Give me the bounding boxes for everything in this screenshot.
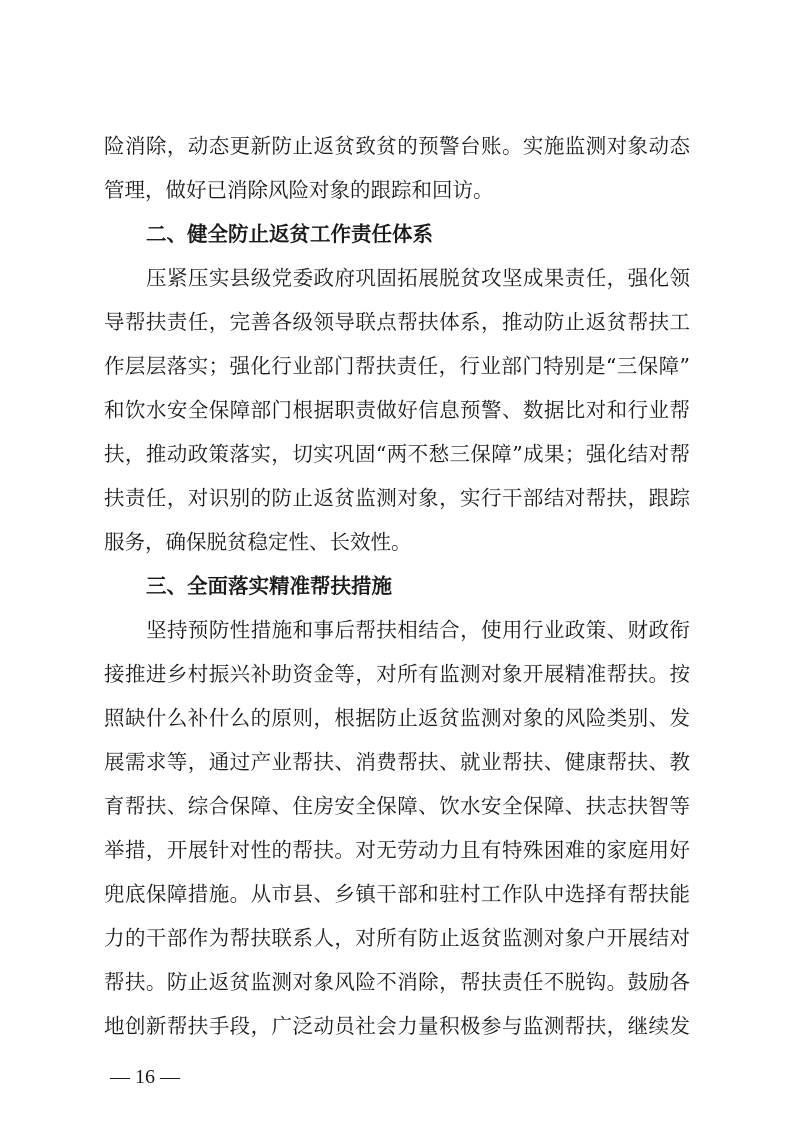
- paragraph-2-line-3: 作层层落实；强化行业部门帮扶责任，行业部门特别是“三保障”: [104, 354, 690, 378]
- paragraph-3-line-3: 照缺什么补什么的原则，根据防止返贫监测对象的风险类别、发: [104, 706, 690, 730]
- paragraph-3-line-5: 育帮扶、综合保障、住房安全保障、饮水安全保障、扶志扶智等: [104, 794, 690, 818]
- paragraph-1-line-1: 险消除，动态更新防止返贫致贫的预警台账。实施监测对象动态: [104, 134, 690, 158]
- paragraph-2-line-1: 压紧压实县级党委政府巩固拓展脱贫攻坚成果责任，强化领: [146, 266, 690, 290]
- paragraph-2-line-6: 扶责任，对识别的防止返贫监测对象，实行干部结对帮扶，跟踪: [104, 486, 690, 510]
- paragraph-2-line-7: 服务，确保脱贫稳定性、长效性。: [104, 530, 412, 554]
- section-heading-2: 二、健全防止返贫工作责任体系: [146, 222, 433, 246]
- section-heading-3: 三、全面落实精准帮扶措施: [146, 574, 392, 598]
- paragraph-3-line-7: 兜底保障措施。从市县、乡镇干部和驻村工作队中选择有帮扶能: [104, 882, 690, 906]
- paragraph-1-line-2: 管理，做好已消除风险对象的跟踪和回访。: [104, 178, 494, 202]
- paragraph-2-line-4: 和饮水安全保障部门根据职责做好信息预警、数据比对和行业帮: [104, 398, 690, 422]
- paragraph-3-line-10: 地创新帮扶手段，广泛动员社会力量积极参与监测帮扶，继续发: [104, 1014, 690, 1038]
- paragraph-2-line-2: 导帮扶责任，完善各级领导联点帮扶体系，推动防止返贫帮扶工: [104, 310, 690, 334]
- page-number: — 16 —: [110, 1066, 180, 1088]
- paragraph-3-line-4: 展需求等，通过产业帮扶、消费帮扶、就业帮扶、健康帮扶、教: [104, 750, 690, 774]
- paragraph-3-line-6: 举措，开展针对性的帮扶。对无劳动力且有特殊困难的家庭用好: [104, 838, 690, 862]
- paragraph-3-line-9: 帮扶。防止返贫监测对象风险不消除，帮扶责任不脱钩。鼓励各: [104, 970, 690, 994]
- paragraph-3-line-8: 力的干部作为帮扶联系人，对所有防止返贫监测对象户开展结对: [104, 926, 690, 950]
- paragraph-2-line-5: 扶，推动政策落实，切实巩固“两不愁三保障”成果；强化结对帮: [104, 442, 690, 466]
- paragraph-3-line-2: 接推进乡村振兴补助资金等，对所有监测对象开展精准帮扶。按: [104, 662, 690, 686]
- paragraph-3-line-1: 坚持预防性措施和事后帮扶相结合，使用行业政策、财政衔: [146, 618, 690, 642]
